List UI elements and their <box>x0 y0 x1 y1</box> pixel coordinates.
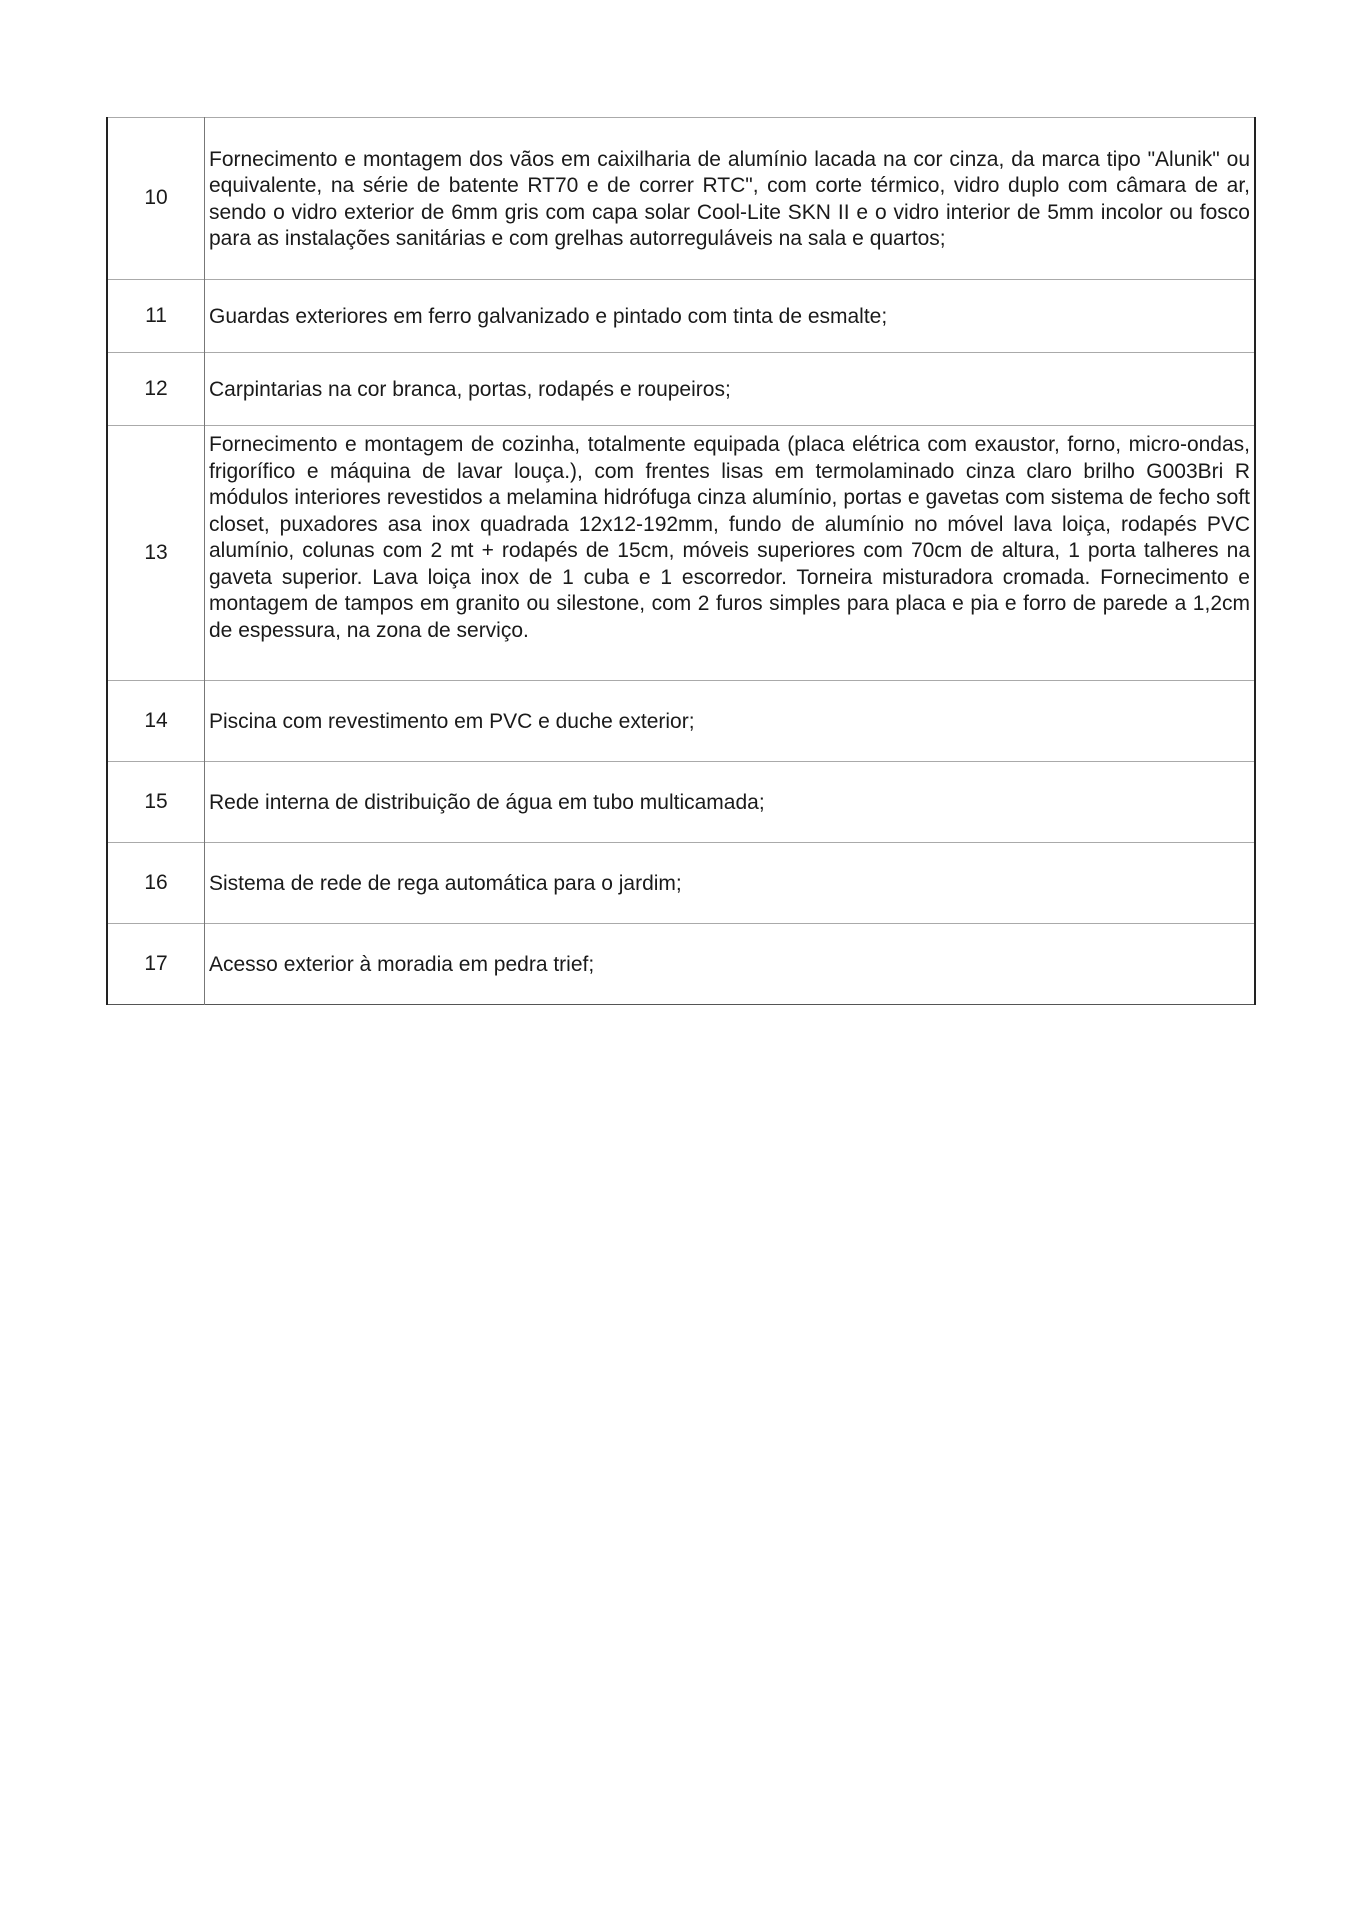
item-description: Fornecimento e montagem de cozinha, totalmente equipada (placa elétrica com exaustor, forno, micro-ondas, frigorífico e máquina de lavar louça.), com frentes lisas em termolaminado cinza claro brilho G003Bri R módulos interiores revestidos a melamina hidrófuga cinza alumínio, portas e gavetas com sistema de fecho soft closet, puxadores asa inox quadrada 12x12-192mm, fundo de alumínio no móvel lava loiça, rodapés PVC alumínio, colunas com 2 mt + rodapés de 15cm, móveis superiores com 70cm de altura, 1 porta talheres na gaveta superior. Lava loiça inox de 1 cuba e 1 escorredor. Torneira misturadora cromada. Fornecimento e montagem de tampos em granito ou silestone, com 2 furos simples para placa e pia e forro de parede a 1,2cm de espessura, na zona de serviço. <box>205 426 1256 681</box>
item-description: Carpintarias na cor branca, portas, rodapés e roupeiros; <box>205 353 1256 426</box>
table-row <box>107 681 1255 762</box>
item-description: Guardas exteriores em ferro galvanizado e pintado com tinta de esmalte; <box>205 280 1256 353</box>
item-number: 12 <box>107 353 205 426</box>
table-row <box>107 118 1255 280</box>
table-row <box>107 280 1255 353</box>
item-description: Sistema de rede de rega automática para o jardim; <box>205 843 1256 924</box>
table-row <box>107 426 1255 681</box>
item-description: Piscina com revestimento em PVC e duche exterior; <box>205 681 1256 762</box>
item-number: 17 <box>107 924 205 1005</box>
specification-table <box>106 117 1256 1005</box>
item-description: Rede interna de distribuição de água em tubo multicamada; <box>205 762 1256 843</box>
item-number: 16 <box>107 843 205 924</box>
table-row <box>107 353 1255 426</box>
item-description: Fornecimento e montagem dos vãos em caixilharia de alumínio lacada na cor cinza, da marca tipo "Alunik" ou equivalente, na série de batente RT70 e de correr RTC", com corte térmico, vidro duplo com câmara de ar, sendo o vidro exterior de 6mm gris com capa solar Cool-Lite SKN II e o vidro interior de 5mm incolor ou fosco para as instalações sanitárias e com grelhas autorreguláveis na sala e quartos; <box>205 118 1256 280</box>
item-number: 15 <box>107 762 205 843</box>
item-description: Acesso exterior à moradia em pedra trief; <box>205 924 1256 1005</box>
item-number: 10 <box>107 118 205 280</box>
table-row <box>107 924 1255 1005</box>
item-number: 14 <box>107 681 205 762</box>
item-number: 13 <box>107 426 205 681</box>
item-number: 11 <box>107 280 205 353</box>
table-row <box>107 843 1255 924</box>
table-row <box>107 762 1255 843</box>
